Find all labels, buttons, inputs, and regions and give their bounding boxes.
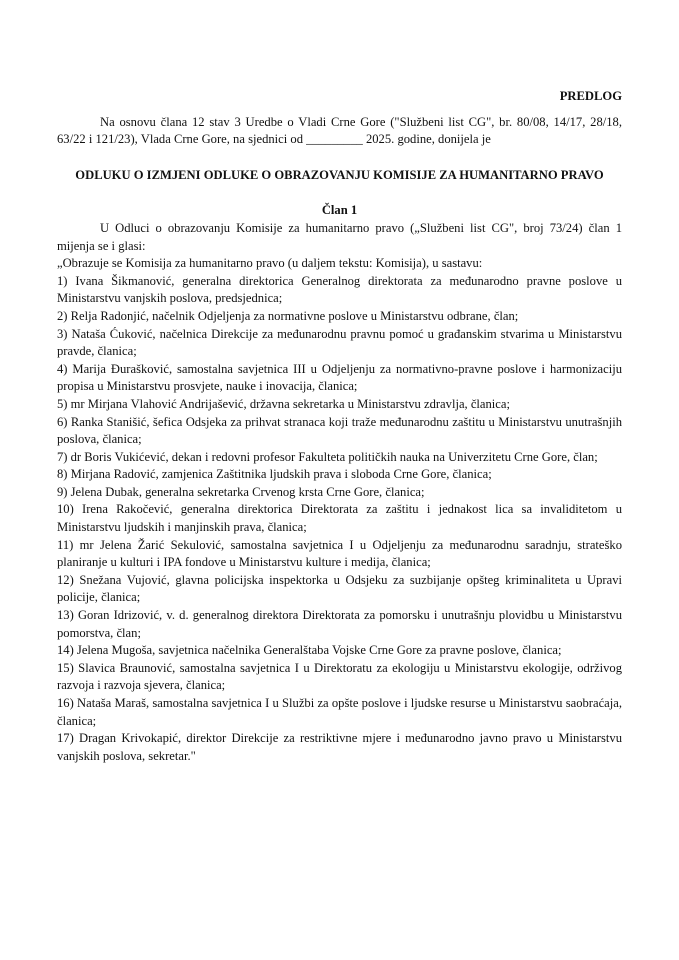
article-heading: Član 1 [321, 203, 358, 218]
document-label: PREDLOG [559, 89, 622, 103]
member-item: 9) Jelena Dubak, generalna sekretarka Crvenog krsta Crne Gore, članica; [57, 484, 425, 499]
member-item: 12) Snežana Vujović, glavna policijska inspektorka u Odsjeku za suzbijanje opšteg kriminaliteta u Upravi policije, članica; [57, 572, 622, 605]
member-item: 11) mr Jelena Žarić Sekulović, samostalna savjetnica I u Odjeljenju za međunarodnu saradnju, strateško planiranje u kulturi i IPA fondove u Ministarstvu kulture i medija, članica; [57, 537, 622, 570]
member-list [57, 273, 622, 766]
decision-title: ODLUKU O IZMJENI ODLUKE O OBRAZOVANJU KOMISIJE ZA HUMANITARNO PRAVO [75, 167, 604, 182]
legal-basis-paragraph: Na osnovu člana 12 stav 3 Uredbe o Vladi Crne Gore ("Službeni list CG", br. 80/08, 14/17, 28/18, 63/22 i 121/23), Vlada Crne Gore, na sjednici od _________ 2025. godine, donijela je [57, 114, 622, 147]
member-item: 16) Nataša Maraš, samostalna savjetnica I u Službi za opšte poslove i ljudske resurse u Ministarstvu saobraćaja, članica; [57, 696, 622, 728]
member-item: 14) Jelena Mugoša, savjetnica načelnika Generalštaba Vojske Crne Gore za pravne poslove, članica; [57, 643, 562, 658]
member-item: 7) dr Boris Vukićević, dekan i redovni profesor Fakulteta političkih nauka na Univerzitetu Crne Gore, član; [57, 449, 598, 464]
member-item: 4) Marija Đurašković, samostalna savjetnica III u Odjeljenju za normativno-pravne poslove i harmonizaciju propisa u Ministarstvu prosvjete, nauke i inovacija, članica; [57, 361, 622, 394]
member-item: 5) mr Mirjana Vlahović Andrijašević, državna sekretarka u Ministarstvu zdravlja, članica; [57, 396, 510, 411]
member-item: 2) Relja Radonjić, načelnik Odjeljenja za normativne poslove u Ministarstvu odbrane, član; [57, 308, 519, 323]
member-item: 8) Mirjana Radović, zamjenica Zaštitnika ljudskih prava i sloboda Crne Gore, članica; [57, 467, 492, 482]
member-item: 10) Irena Rakočević, generalna direktorica Direktorata za zaštitu i jednakost lica sa invaliditetom u Ministarstvu ljudskih i manjinskih prava, članica; [57, 502, 622, 535]
member-item: 3) Nataša Ćuković, načelnica Direkcije za međunarodnu pravnu pomoć u građanskim stvarima u Ministarstvu pravde, članica; [57, 326, 622, 359]
member-item: 15) Slavica Braunović, samostalna savjetnica I u Direktoratu za ekologiju u Ministarstvu ekologije, održivog razvoja i razvoja sjevera, članica; [57, 660, 622, 693]
article-text: U Odluci o obrazovanju Komisije za humanitarno pravo („Službeni list CG", broj 73/24) član 1 mijenja se i glasi: [57, 220, 622, 253]
commission-intro: „Obrazuje se Komisija za humanitarno pravo (u daljem tekstu: Komisija), u sastavu: [57, 256, 483, 271]
member-item: 13) Goran Idrizović, v. d. generalnog direktora Direktorata za pomorsku i unutrašnju plovidbu u Ministarstvu pomorstva, član; [57, 608, 622, 640]
member-item: 17) Dragan Krivokapić, direktor Direkcije za restriktivne mjere i međunarodno javno pravo u Ministarstvu vanjskih poslova, sekretar." [57, 731, 622, 763]
member-item: 1) Ivana Šikmanović, generalna direktorica Generalnog direktorata za međunarodno pravne poslove u Ministarstvu vanjskih poslova, predsjednica; [57, 273, 622, 306]
member-item: 6) Ranka Stanišić, šefica Odsjeka za prihvat stranaca koji traže međunarodnu zaštitu u Ministarstvu unutrašnjih poslova, članica; [57, 414, 622, 447]
